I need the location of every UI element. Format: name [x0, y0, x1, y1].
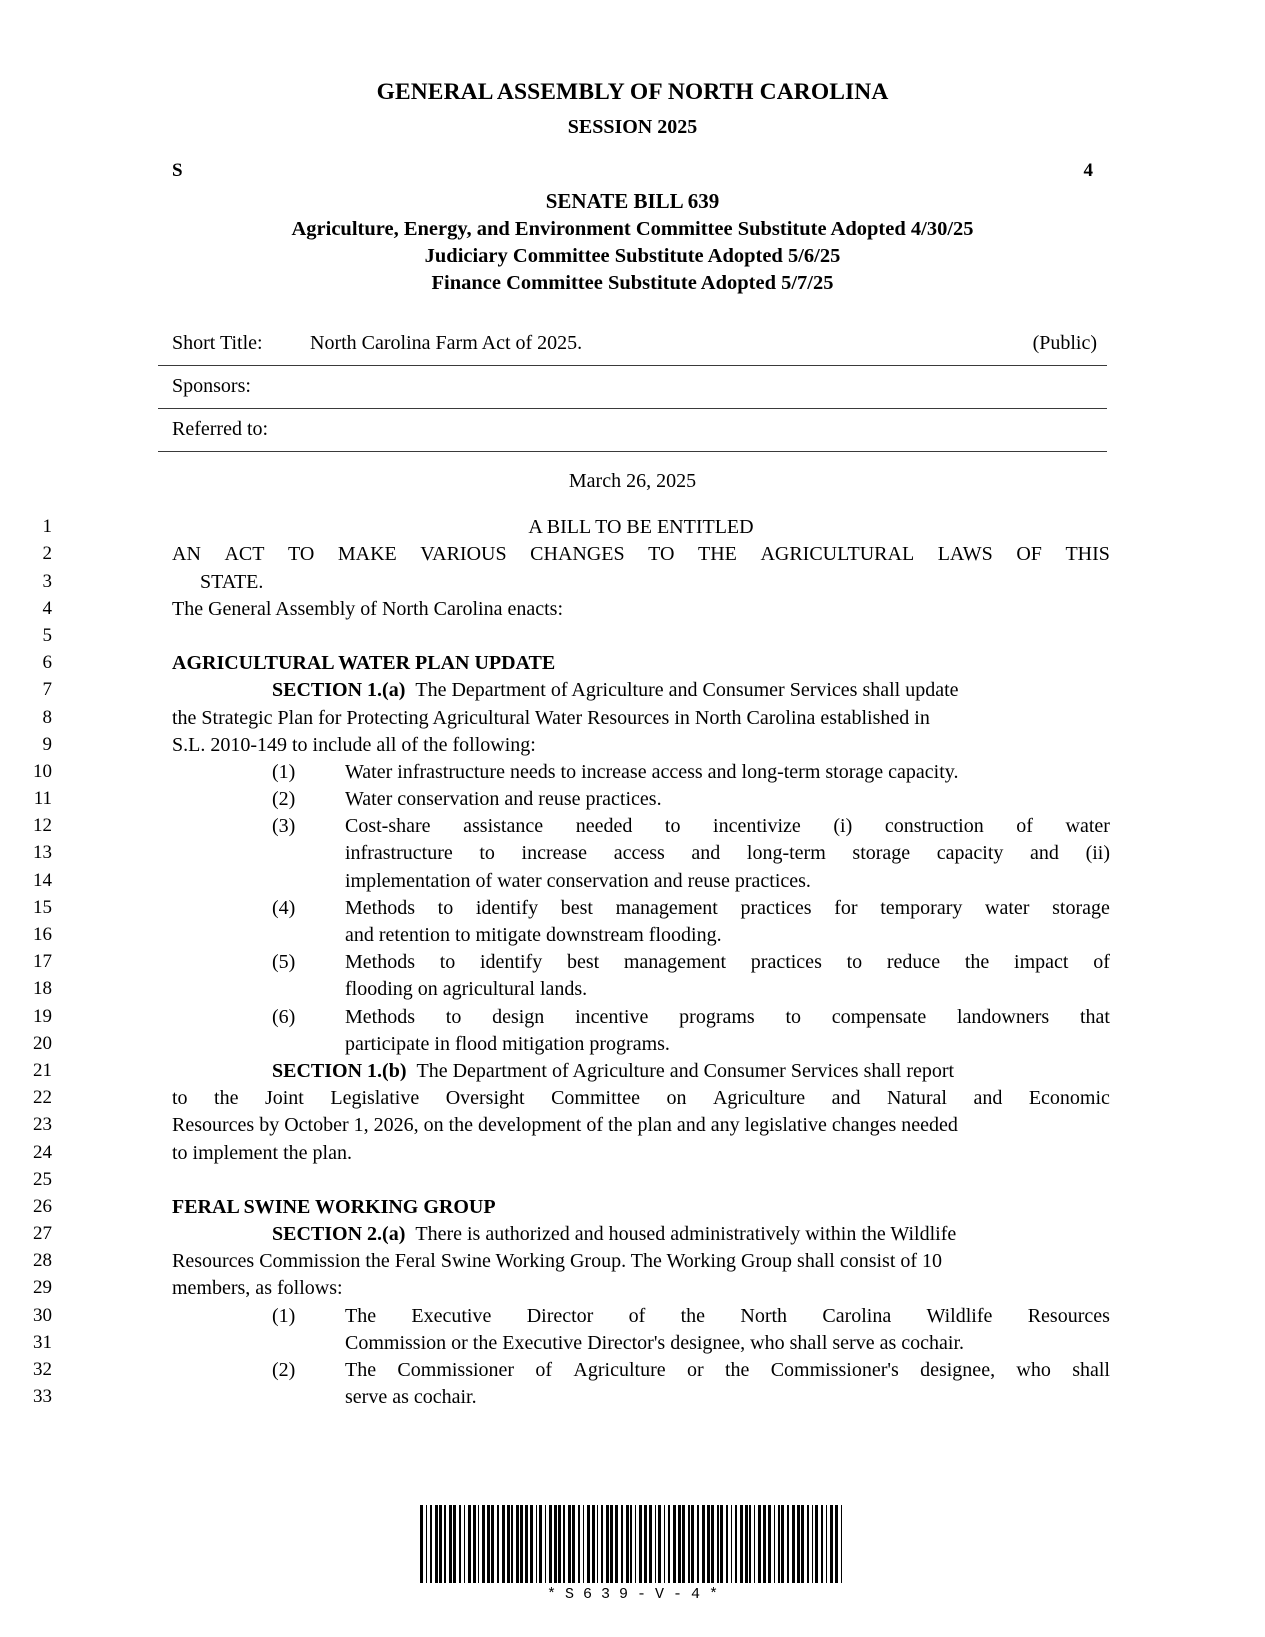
sponsors-label: Sponsors:	[172, 375, 251, 398]
committee-substitute-1: Agriculture, Energy, and Environment Committee Substitute Adopted 4/30/25	[291, 218, 974, 241]
line-number: 30	[33, 1304, 52, 1326]
referred-to-label: Referred to:	[172, 418, 269, 441]
section-line	[272, 1223, 1110, 1246]
line-number: 21	[33, 1059, 52, 1081]
line-number: 3	[42, 570, 52, 592]
line-number: 28	[33, 1250, 52, 1272]
line-text: STATE.	[200, 570, 264, 593]
line-text: to the Joint Legislative Oversight Committee on Agriculture and Natural and Economic	[172, 1087, 1110, 1110]
committee-substitute-3: Finance Committee Substitute Adopted 5/7/25	[431, 272, 834, 295]
line-number: 1	[42, 516, 52, 538]
line-text: and retention to mitigate downstream flooding.	[345, 924, 722, 947]
bill-line	[0, 597, 1265, 624]
bill-line	[0, 1222, 1265, 1249]
bill-line	[0, 651, 1265, 678]
line-number: 2	[42, 543, 52, 565]
line-number: 26	[33, 1195, 52, 1217]
bill-line	[0, 977, 1265, 1004]
chamber-version-row	[172, 160, 1093, 186]
list-marker: (5)	[272, 951, 296, 974]
section-line	[272, 1060, 1110, 1083]
line-number: 23	[33, 1114, 52, 1136]
line-text: The Executive Director of the North Carolina Wildlife Resources	[345, 1304, 1110, 1327]
sponsors-row	[158, 366, 1107, 409]
line-number: 9	[42, 733, 52, 755]
bill-line	[0, 1141, 1265, 1168]
line-number: 31	[33, 1331, 52, 1353]
section-text: There is authorized and housed administratively within the Wildlife	[405, 1223, 957, 1246]
line-text: The Commissioner of Agriculture or the Commissioner's designee, who shall	[345, 1359, 1110, 1382]
bill-line	[0, 1304, 1265, 1331]
masthead	[0, 0, 1265, 140]
line-number: 25	[33, 1168, 52, 1190]
list-marker: (4)	[272, 896, 296, 919]
section-text: The Department of Agriculture and Consumer Services shall update	[405, 679, 959, 702]
bill-identity	[0, 188, 1265, 297]
section-label: SECTION 1.(b)	[272, 1059, 407, 1082]
bill-line	[0, 733, 1265, 760]
line-number: 22	[33, 1087, 52, 1109]
line-text: The General Assembly of North Carolina enacts:	[172, 597, 563, 620]
list-marker: (6)	[272, 1005, 296, 1028]
line-text: Resources Commission the Feral Swine Working Group. The Working Group shall consist of 10	[172, 1250, 943, 1273]
list-marker: (3)	[272, 815, 296, 838]
line-text: serve as cochair.	[345, 1386, 477, 1409]
bill-line	[0, 1168, 1265, 1195]
list-marker: (1)	[272, 1304, 296, 1327]
chamber-indicator: S	[172, 160, 183, 182]
line-text: Commission or the Executive Director's designee, who shall serve as cochair.	[345, 1331, 964, 1354]
field-divider	[158, 451, 1107, 452]
list-marker: (1)	[272, 760, 296, 783]
line-text: S.L. 2010-149 to include all of the following:	[172, 733, 536, 756]
version-number: 4	[1083, 160, 1093, 182]
section-line	[272, 679, 1110, 702]
section-label: SECTION 2.(a)	[272, 1223, 406, 1246]
bill-line	[0, 1005, 1265, 1032]
short-title-row	[158, 323, 1107, 366]
line-text: Methods to identify best management practices for temporary water storage	[345, 896, 1110, 919]
bill-line	[0, 760, 1265, 787]
line-number: 7	[42, 679, 52, 701]
list-marker: (2)	[272, 788, 296, 811]
bill-fields	[158, 323, 1107, 452]
line-number: 16	[33, 924, 52, 946]
line-number: 33	[33, 1386, 52, 1408]
bill-line	[0, 570, 1265, 597]
line-number: 15	[33, 896, 52, 918]
line-number: 8	[42, 706, 52, 728]
line-text: infrastructure to increase access and long-term storage capacity and (ii)	[345, 842, 1110, 865]
line-number: 5	[42, 624, 52, 646]
line-text: Methods to design incentive programs to compensate landowners that	[345, 1005, 1110, 1028]
numbered-lines	[0, 515, 1265, 1412]
bill-line	[0, 1331, 1265, 1358]
bill-line	[0, 814, 1265, 841]
bill-line	[0, 1195, 1265, 1222]
list-marker: (2)	[272, 1359, 296, 1382]
bill-line	[0, 896, 1265, 923]
section-text: The Department of Agriculture and Consumer Services shall report	[406, 1059, 955, 1082]
line-text: Water infrastructure needs to increase access and long-term storage capacity.	[345, 760, 959, 783]
line-number: 29	[33, 1277, 52, 1299]
session-title: SESSION 2025	[567, 116, 698, 139]
line-text: Water conservation and reuse practices.	[345, 788, 662, 811]
line-number: 17	[33, 951, 52, 973]
line-text: Resources by October 1, 2026, on the development of the plan and any legislative changes needed	[172, 1114, 958, 1137]
line-number: 13	[33, 842, 52, 864]
line-number: 32	[33, 1359, 52, 1381]
short-title-label: Short Title:	[172, 332, 263, 355]
bill-line	[0, 1276, 1265, 1303]
line-number: 27	[33, 1223, 52, 1245]
referred-to-row	[158, 409, 1107, 452]
line-text: A BILL TO BE ENTITLED	[528, 516, 754, 539]
section-label: SECTION 1.(a)	[272, 679, 406, 702]
bill-barcode	[420, 1505, 846, 1583]
bill-line	[0, 1249, 1265, 1276]
bill-line	[0, 1385, 1265, 1412]
line-text: the Strategic Plan for Protecting Agricultural Water Resources in North Carolina established in	[172, 706, 930, 729]
bill-line	[0, 1086, 1265, 1113]
line-number: 6	[42, 652, 52, 674]
line-number: 14	[33, 869, 52, 891]
bill-line	[0, 869, 1265, 896]
bill-line	[0, 706, 1265, 733]
line-number: 10	[33, 760, 52, 782]
line-text: to implement the plan.	[172, 1141, 352, 1164]
assembly-title: GENERAL ASSEMBLY OF NORTH CAROLINA	[376, 79, 889, 105]
line-text: AN ACT TO MAKE VARIOUS CHANGES TO THE AGRICULTURAL LAWS OF THIS	[172, 543, 1110, 566]
bill-line	[0, 678, 1265, 705]
line-text: Cost-share assistance needed to incentivize (i) construction of water	[345, 815, 1110, 838]
short-title-value: North Carolina Farm Act of 2025.	[310, 332, 583, 355]
bill-line	[0, 923, 1265, 950]
bill-line	[0, 624, 1265, 651]
bill-line	[0, 1358, 1265, 1385]
bill-line	[0, 542, 1265, 569]
line-text: Methods to identify best management practices to reduce the impact of	[345, 951, 1110, 974]
committee-substitute-2: Judiciary Committee Substitute Adopted 5/6/25	[424, 245, 841, 268]
bill-line	[0, 1059, 1265, 1086]
line-text: members, as follows:	[172, 1277, 343, 1300]
line-text: AGRICULTURAL WATER PLAN UPDATE	[172, 652, 556, 675]
public-label: (Public)	[1032, 332, 1097, 355]
line-number: 20	[33, 1032, 52, 1054]
bill-line	[0, 841, 1265, 868]
bill-line	[0, 515, 1265, 542]
bill-body	[0, 515, 1265, 1412]
line-text: implementation of water conservation and reuse practices.	[345, 869, 811, 892]
bill-line	[0, 787, 1265, 814]
line-number: 18	[33, 978, 52, 1000]
line-number: 11	[33, 788, 52, 810]
line-text: FERAL SWINE WORKING GROUP	[172, 1195, 496, 1218]
barcode-area	[0, 1492, 1265, 1603]
filed-date: March 26, 2025	[568, 470, 697, 493]
bill-number: SENATE BILL 639	[545, 189, 720, 214]
line-text: participate in flood mitigation programs.	[345, 1032, 670, 1055]
line-number: 24	[33, 1141, 52, 1163]
line-number: 12	[33, 815, 52, 837]
bill-line	[0, 1032, 1265, 1059]
line-text: flooding on agricultural lands.	[345, 978, 588, 1001]
bill-line	[0, 1113, 1265, 1140]
barcode-text: *S639-V-4*	[546, 1586, 727, 1603]
bill-line	[0, 950, 1265, 977]
line-number: 4	[42, 597, 52, 619]
line-number: 19	[33, 1005, 52, 1027]
